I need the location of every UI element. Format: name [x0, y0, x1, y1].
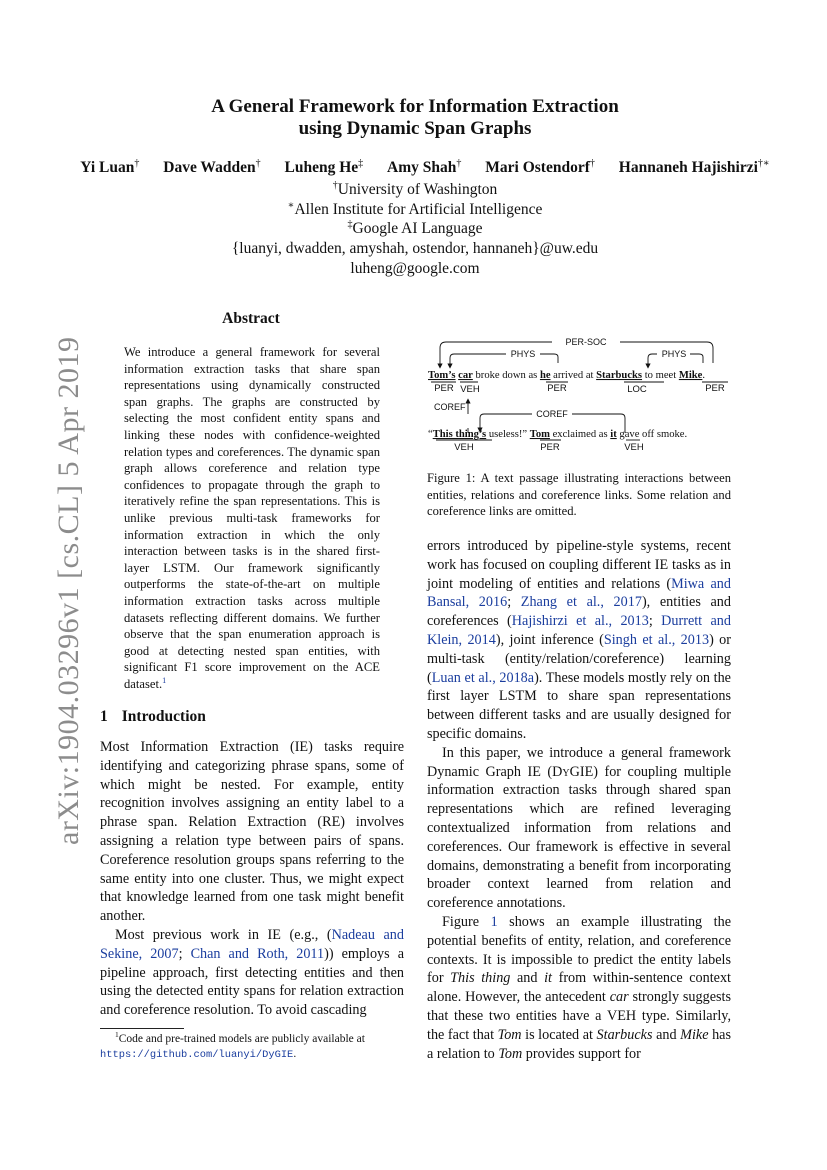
relation-label: PHYS	[510, 349, 536, 359]
citation-link[interactable]: Durrett and Klein, 2014	[427, 613, 731, 648]
affiliations	[150, 180, 680, 279]
author: Amy Shah†	[387, 157, 462, 176]
citation-link[interactable]: Zhang et al., 2017	[520, 594, 642, 611]
affiliation: †University of Washington	[332, 179, 498, 198]
citation-link[interactable]: Nadeau and Sekine, 2007	[100, 926, 404, 962]
entity-tag: PER	[705, 383, 725, 394]
paragraph: In this paper, we introduce a general framework Dynamic Graph IE (DyGIE) for coupling multiple information extraction tasks through shared span representations which are refined leveraging contextualized information from relations and coreferences. Our framework is effective in several domains, demonstrating a benefit from incorporating broader context learned from relation and coreference annotations.	[427, 744, 731, 912]
right-column-text	[427, 537, 731, 1063]
citation-link[interactable]: Singh et al., 2013	[603, 631, 710, 648]
paragraph: errors introduced by pipeline-style systems, recent work has focused on coupling different IE tasks as in joint modeling of entities and relations (Miwa and Bansal, 2016; Zhang et al., 2017), entities and coreferences (Hajishirzi et al., 2013; Durrett and Klein, 2014), joint inference (Singh et al., 2013) or multi-task (entity/relation/coreference) learning (Luan et al., 2018a). These models mostly rely on the first layer LSTM to share span representations between different tasks and are usually designed for specific domains.	[427, 538, 731, 742]
citation-link[interactable]: Luan et al., 2018a	[431, 669, 535, 686]
author: Dave Wadden†	[163, 157, 261, 176]
example-sentence-2: “This thing’s useless!” Tom exclaimed as it gave off smoke.	[428, 429, 688, 440]
email-line: luheng@google.com	[350, 259, 480, 277]
affiliation: ∗Allen Institute for Artificial Intelligence	[287, 199, 543, 218]
paragraph: Most previous work in IE (e.g., (Nadeau and Sekine, 2007; Chan and Roth, 2011)) employs a pipeline approach, first detecting entities and then using the detected entity spans for relation extraction and coreference resolution. To avoid cascading	[100, 926, 404, 1019]
relation-label: PER-SOC	[565, 337, 607, 347]
author: Yi Luan†	[80, 157, 140, 176]
entity-tag: PER	[547, 383, 567, 394]
title-line-2: using Dynamic Span Graphs	[298, 118, 532, 139]
footnote: $^1$Code and pre-trained models are publicly available at https://github.com/luanyi/DyGIE.	[100, 1030, 365, 1061]
abstract-body: We introduce a general framework for several information extraction tasks that share span representations using dynamically constructed span graphs. The graphs are constructed by selecting the most confident entity spans and linking these nodes with confidence-weighted relation types and coreferences. The dynamic span graph allows coreference and relation type confidences to propagate through the graph to iteratively refine the span representations. This is unlike previous multi-task frameworks for information extraction in which the only interaction between tasks is in the shared first-layer LSTM. Our framework significantly outperforms the state-of-the-art on multiple information extraction tasks across multiple datasets reflecting different domains. We further observe that the span enumeration approach is good at detecting nested span entities, with significant F1 score improvement on the ACE dataset.$^1$	[124, 345, 380, 691]
relation-label: PHYS	[661, 349, 687, 359]
paper-title	[100, 96, 730, 140]
paragraph: Most Information Extraction (IE) tasks require identifying and categorizing phrase spans, some of which might be nested. For example, entity recognition involves assigning an entity label to a phrase span. Relation Extraction (RE) involves assigning a relation type between pairs of spans. Coreference resolution groups spans referring to the same entity into one cluster. Thus, we might expect that knowledge learned from one task might benefit another.	[100, 739, 404, 925]
paragraph: Figure 1 shows an example illustrating the potential benefits of entity, relation, and coreference contexts. It is impossible to predict the entity labels for This thing and it from within-sentence context alone. However, the antecedent car strongly suggests that these two entities have a VEH type. Similarly, the fact that Tom is located at Starbucks and Mike has a relation to Tom provides support for	[427, 913, 731, 1062]
arxiv-stamp: arXiv:1904.03296v1 [cs.CL] 5 Apr 2019	[52, 336, 85, 845]
section-heading-introduction: 1 Introduction	[100, 708, 206, 725]
author: Luheng He‡	[284, 157, 364, 176]
entity-tag: PER	[434, 383, 454, 394]
author-list	[40, 159, 810, 177]
coref-label: COREF	[536, 409, 568, 419]
entity-tag: VEH	[454, 442, 474, 453]
entity-tag: VEH	[624, 442, 644, 453]
entity-tag: VEH	[460, 384, 480, 395]
citation-link[interactable]: Miwa and Bansal, 2016	[427, 575, 731, 611]
coref-label: COREF	[434, 402, 466, 412]
footnote-rule	[100, 1028, 184, 1029]
citation-link[interactable]: Chan and Roth, 2011	[190, 945, 325, 962]
affiliation: ‡Google AI Language	[347, 219, 483, 238]
footnote-ref[interactable]: 1	[162, 675, 167, 685]
figure-ref-link[interactable]: 1	[490, 913, 498, 930]
left-column-text	[100, 738, 404, 1020]
example-sentence-1: Tom’s car broke down as he arrived at Starbucks to meet Mike.	[428, 370, 706, 381]
footnote-url-link[interactable]: https://github.com/luanyi/DyGIE	[100, 1049, 294, 1061]
abstract-heading: Abstract	[222, 310, 280, 327]
entity-tag: PER	[540, 442, 560, 453]
author: Hannaneh Hajishirzi†∗	[618, 157, 770, 176]
entity-tag: LOC	[627, 384, 647, 395]
figure-1-caption: Figure 1: A text passage illustrating interactions between entities, relations and coreference links. Some relation and coreference links are omitted.	[427, 471, 731, 519]
title-line-1: A General Framework for Information Extraction	[211, 96, 619, 117]
system-name: DyGIE	[552, 763, 594, 780]
author: Mari Ostendorf†	[485, 157, 595, 176]
email-line: {luanyi, dwadden, amyshah, ostendor, hannaneh}@uw.edu	[231, 240, 599, 258]
citation-link[interactable]: Hajishirzi et al., 2013	[511, 613, 649, 630]
figure-1-diagram	[420, 330, 740, 460]
